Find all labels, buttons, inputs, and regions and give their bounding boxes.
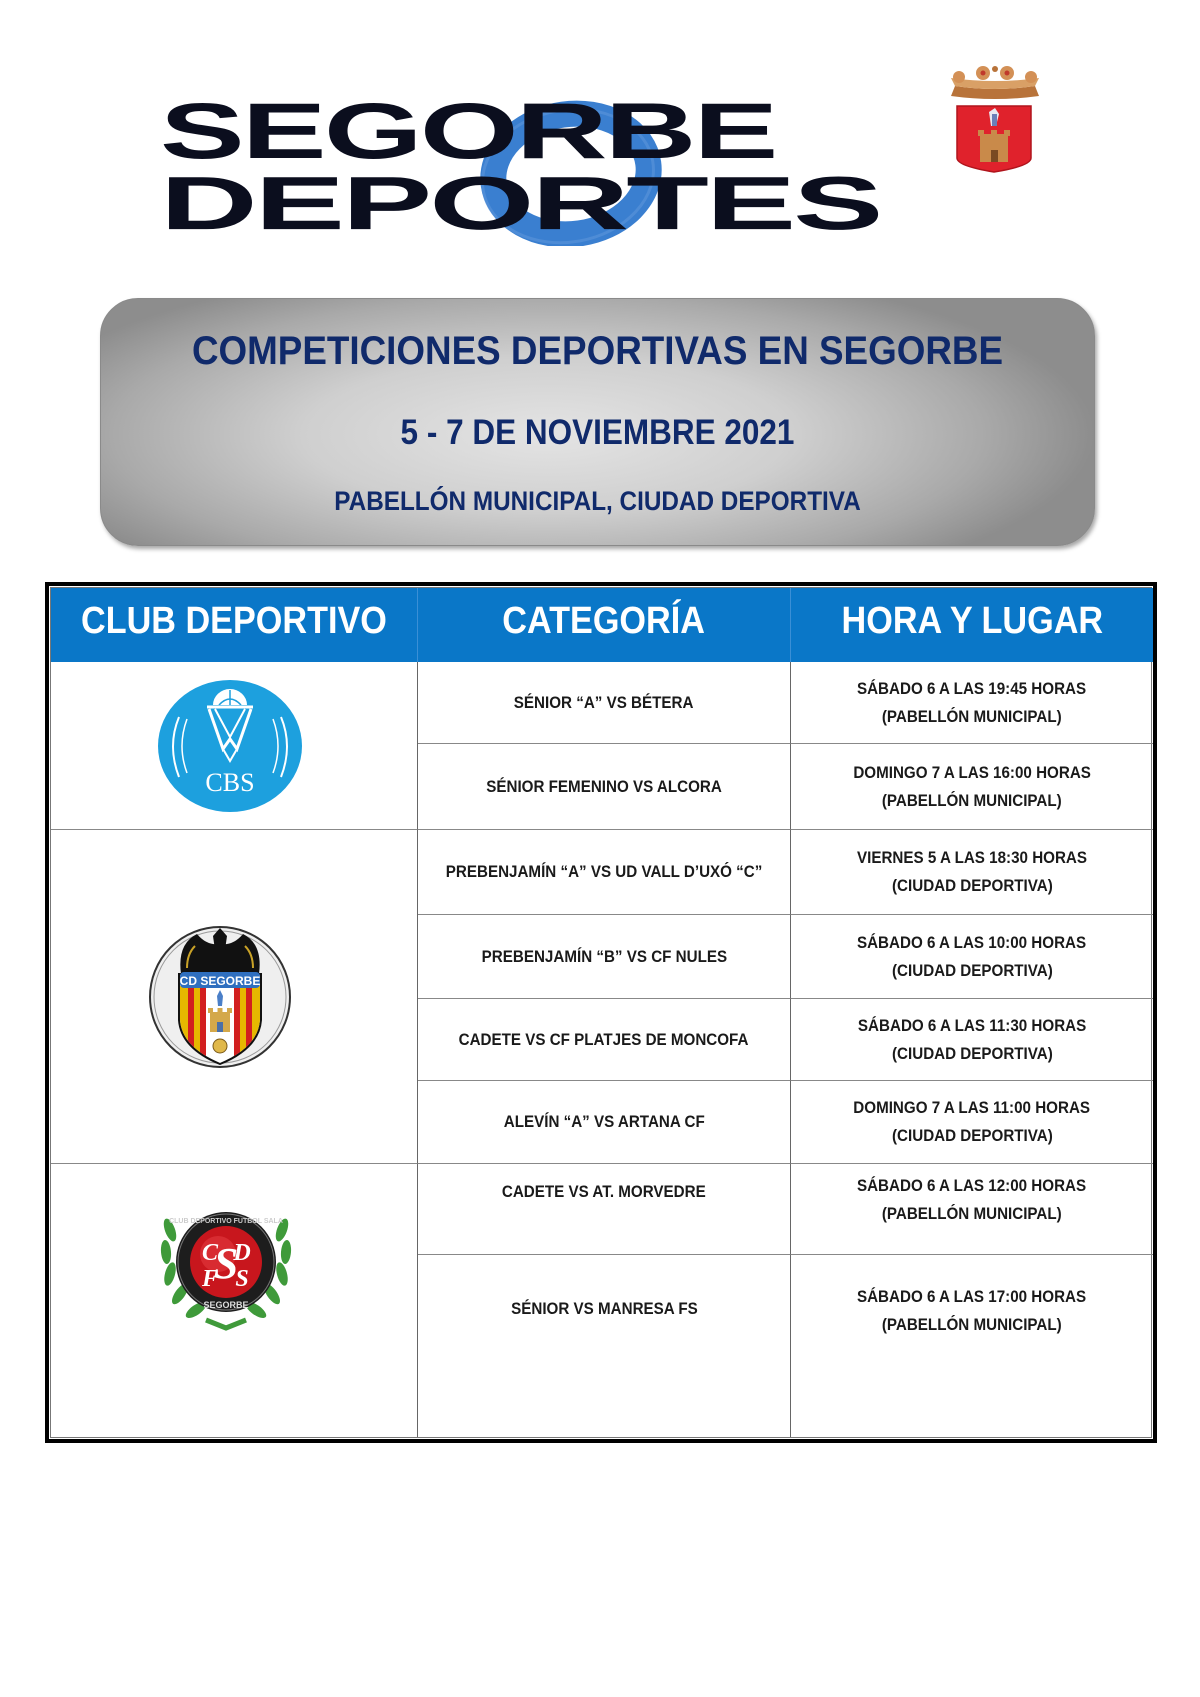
match-category: CADETE VS AT. MORVEDRE [502,1183,706,1201]
svg-text:S: S [235,1266,249,1292]
category-cell [418,1164,791,1255]
match-place: (PABELLÓN MUNICIPAL) [882,707,1062,726]
match-time: DOMINGO 7 A LAS 11:00 HORAS [853,1099,1091,1117]
category-cell [418,915,791,999]
match-place: (CIUDAD DEPORTIVA) [891,877,1053,895]
crown-icon [945,66,1045,100]
segorbe-shield-icon [955,104,1033,174]
column-header-club [51,588,418,662]
match-category: PREBENJAMÍN “B” VS CF NULES [481,947,727,966]
match-time: VIERNES 5 A LAS 18:30 HORAS [856,849,1087,867]
match-place: (PABELLÓN MUNICIPAL) [882,1316,1062,1334]
banner-title: COMPETICIONES DEPORTIVAS EN SEGORBE [191,329,1004,373]
match-place: (PABELLÓN MUNICIPAL) [882,791,1062,810]
match-time: SÁBADO 6 A LAS 11:30 HORAS [857,1016,1087,1035]
svg-text:D: D [233,1240,251,1266]
category-cell [418,662,791,744]
column-header-category [418,588,791,662]
cdfs-segorbe-crest-icon [156,1200,296,1334]
banner-venue: PABELLÓN MUNICIPAL, CIUDAD DEPORTIVA [334,486,861,516]
svg-text:CLUB DEPORTIVO FUTBOL SALA: CLUB DEPORTIVO FUTBOL SALA [169,1218,283,1225]
match-place: (CIUDAD DEPORTIVA) [891,1127,1053,1145]
column-header-time-place-label: HORA Y LUGAR [841,600,1103,642]
cd-segorbe-crest-icon [147,924,293,1070]
match-place: (CIUDAD DEPORTIVA) [891,961,1053,980]
time-place-cell [791,999,1153,1081]
match-time: SÁBADO 6 A LAS 10:00 HORAS [857,933,1087,952]
svg-text:CBS: CBS [205,767,255,797]
category-cell [418,999,791,1081]
time-place-cell [791,915,1153,999]
time-place-cell [791,1164,1153,1255]
match-category: SÉNIOR FEMENINO VS ALCORA [486,777,722,796]
match-category: ALEVÍN “A” VS ARTANA CF [503,1113,705,1131]
match-category: PREBENJAMÍN “A” VS UD VALL D’UXÓ “C” [445,863,763,881]
category-cell [418,1081,791,1164]
match-place: (PABELLÓN MUNICIPAL) [882,1205,1062,1223]
svg-text:S: S [213,1239,239,1288]
category-cell [418,830,791,915]
event-banner [100,298,1095,546]
brand-line-1: SEGORBE [160,87,776,176]
time-place-cell [791,662,1153,744]
club-cell-cd-segorbe [51,830,418,1164]
svg-text:F: F [201,1266,219,1292]
svg-text:C: C [201,1240,219,1266]
match-category: SÉNIOR VS MANRESA FS [510,1300,698,1318]
column-header-club-label: CLUB DEPORTIVO [81,600,387,642]
cbs-basketball-crest-icon [157,679,303,813]
match-time: SÁBADO 6 A LAS 19:45 HORAS [857,679,1087,698]
category-cell [418,744,791,830]
time-place-cell [791,744,1153,830]
match-time: DOMINGO 7 A LAS 16:00 HORAS [853,763,1091,782]
svg-text:SEGORBE: SEGORBE [203,1300,249,1310]
svg-text:CD SEGORBE: CD SEGORBE [179,973,261,988]
club-cell-cbs [51,662,418,830]
time-place-cell [791,1081,1153,1164]
time-place-cell [791,1255,1153,1437]
match-category: SÉNIOR “A” VS BÉTERA [514,693,694,712]
match-time: SÁBADO 6 A LAS 17:00 HORAS [857,1288,1087,1306]
match-category: CADETE VS CF PLATJES DE MONCOFA [459,1030,749,1049]
column-header-category-label: CATEGORÍA [502,600,706,642]
schedule-table [45,582,1157,1443]
schedule-table-body [50,587,1152,1438]
segorbe-deportes-logo [160,66,1060,256]
match-place: (CIUDAD DEPORTIVA) [891,1044,1053,1063]
brand-line-2: DEPORTES [160,161,881,246]
banner-date: 5 - 7 DE NOVIEMBRE 2021 [400,413,795,452]
time-place-cell [791,830,1153,915]
category-cell [418,1255,791,1437]
column-header-time-place [791,588,1153,662]
match-time: SÁBADO 6 A LAS 12:00 HORAS [857,1177,1087,1195]
club-cell-cdfs [51,1164,418,1437]
